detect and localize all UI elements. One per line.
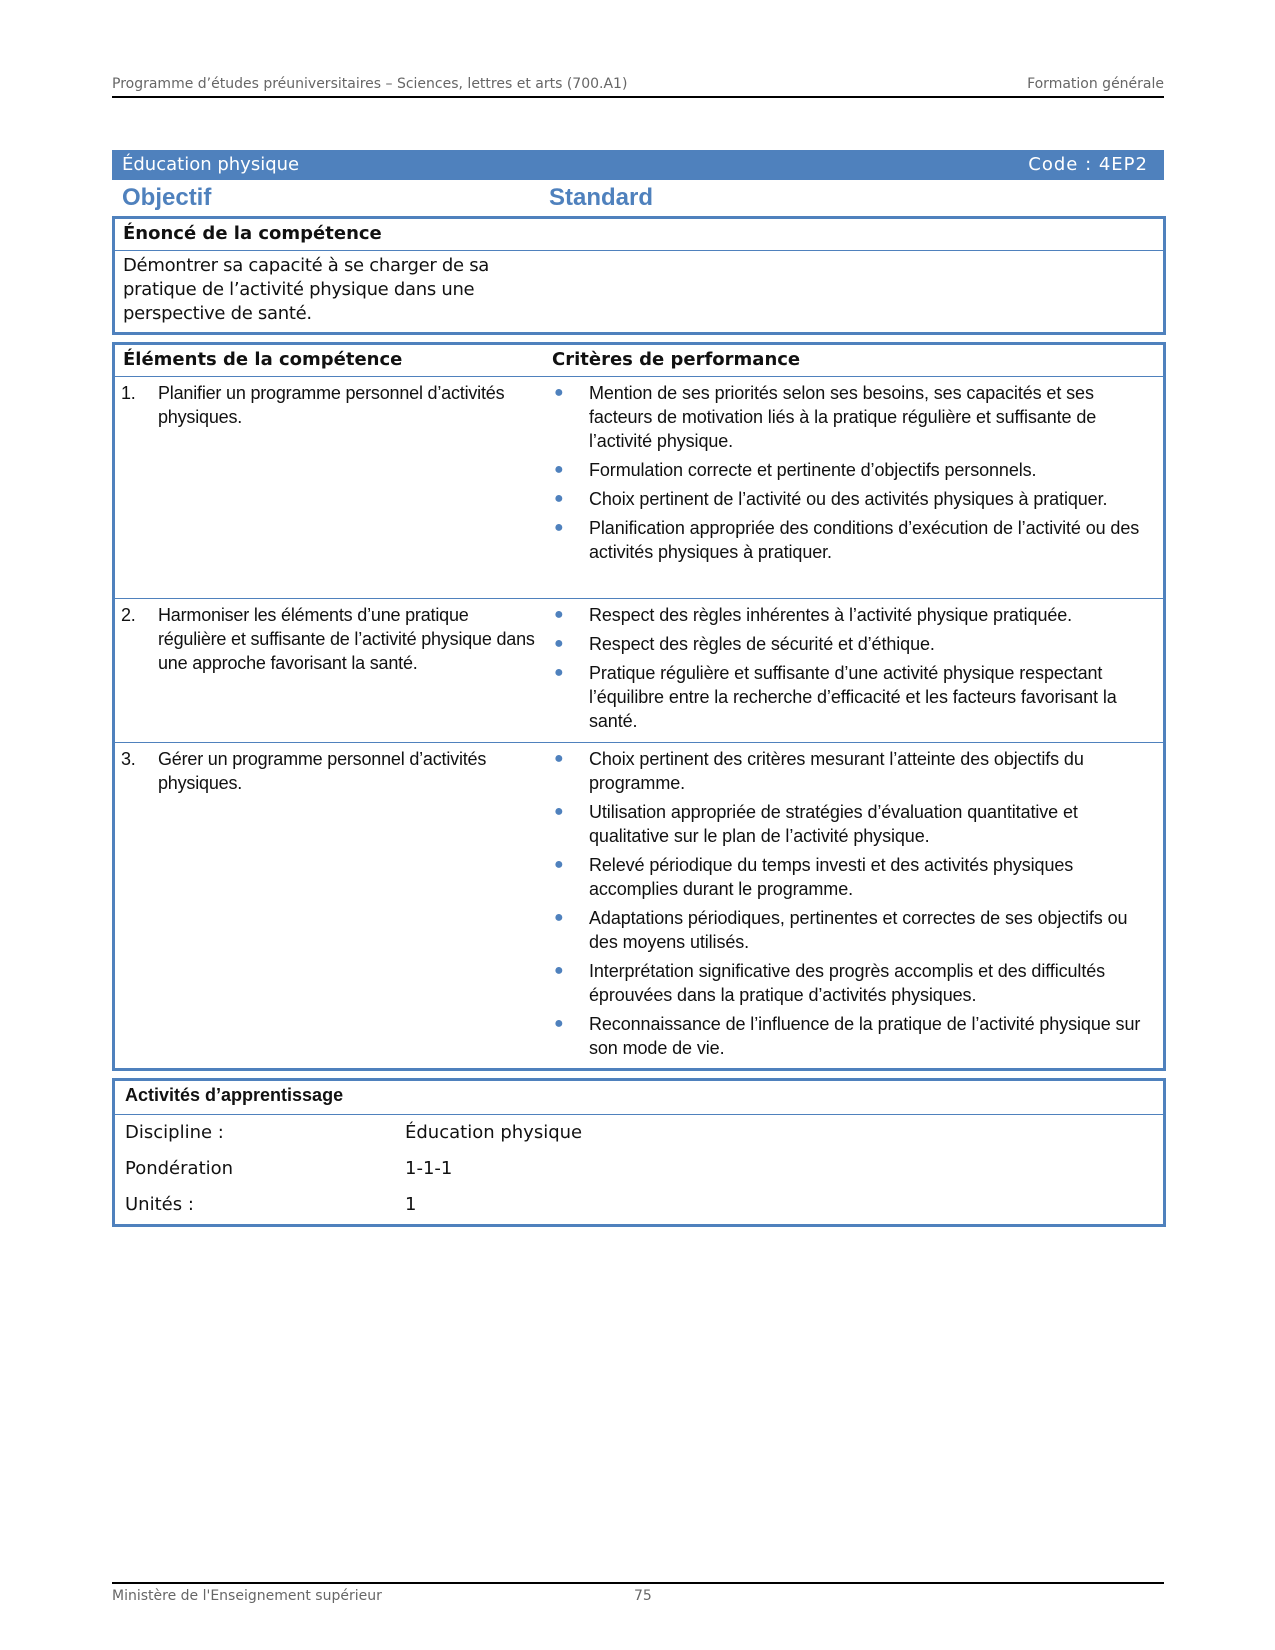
element-number: 1. bbox=[121, 383, 136, 403]
header-program-title: Programme d’études préuniversitaires – Sciences, lettres et arts (700.A1) bbox=[112, 76, 628, 92]
unites-row bbox=[115, 1187, 1163, 1223]
criteria-item: ● Interprétation significative des progrès accomplis et des difficultés éprouvées dans la pratique d’activités physiques. bbox=[554, 961, 1106, 1005]
course-title-bar bbox=[112, 150, 1164, 180]
element-number: 2. bbox=[121, 605, 136, 625]
elements-heading: Éléments de la compétence bbox=[123, 349, 403, 370]
criteria-list bbox=[552, 747, 1152, 1065]
ponderation-label: Pondération bbox=[125, 1158, 234, 1179]
criteria-list bbox=[552, 381, 1152, 569]
element-number: 3. bbox=[121, 749, 136, 769]
ponderation-row bbox=[115, 1151, 1163, 1187]
criteria-item: ● Pratique régulière et suffisante d’une activité physique respectant l’équilibre entre la recherche d’efficacité et les facteurs favorisant la santé. bbox=[554, 663, 1117, 731]
bullet-icon: ● bbox=[554, 909, 564, 926]
footer-ministry: Ministère de l'Enseignement supérieur bbox=[112, 1588, 382, 1604]
objectif-label: Objectif bbox=[122, 184, 212, 211]
criteria-item: ● Choix pertinent des critères mesurant l’atteinte des objectifs du programme. bbox=[554, 749, 1084, 793]
discipline-value: Éducation physique bbox=[405, 1122, 583, 1143]
ponderation-value: 1-1-1 bbox=[405, 1158, 453, 1179]
bullet-icon: ● bbox=[554, 490, 564, 507]
criteria-item: ● Respect des règles de sécurité et d’éthique. bbox=[554, 634, 935, 654]
criteria-item: ● Reconnaissance de l’influence de la pratique de l’activité physique sur son mode de vie. bbox=[554, 1014, 1141, 1058]
bullet-icon: ● bbox=[554, 384, 564, 401]
table-row bbox=[115, 743, 1163, 1063]
enonce-text: Démontrer sa capacité à se charger de sa pratique de l’activité physique dans une perspective de santé. bbox=[123, 255, 490, 324]
criteria-item: ● Mention de ses priorités selon ses besoins, ses capacités et ses facteurs de motivation liés à la pratique régulière et suffisante de l’activité physique. bbox=[554, 383, 1097, 451]
element-text: Planifier un programme personnel d’activités physiques. bbox=[158, 383, 505, 427]
bullet-icon: ● bbox=[554, 519, 564, 536]
bullet-icon: ● bbox=[554, 856, 564, 873]
criteria-item: ● Utilisation appropriée de stratégies d’évaluation quantitative et qualitative sur le plan de l’activité physique. bbox=[554, 802, 1078, 846]
unites-label: Unités : bbox=[125, 1194, 194, 1215]
bullet-icon: ● bbox=[554, 635, 564, 652]
page-header bbox=[112, 74, 1164, 98]
elements-table-header bbox=[115, 345, 1163, 377]
table-row bbox=[115, 377, 1163, 599]
criteria-item: ● Relevé périodique du temps investi et des activités physiques accomplies durant le programme. bbox=[554, 855, 1074, 899]
bullet-icon: ● bbox=[554, 750, 564, 767]
section-labels bbox=[112, 182, 1164, 214]
enonce-heading: Énoncé de la compétence bbox=[115, 219, 1163, 251]
element-text: Gérer un programme personnel d’activités physiques. bbox=[158, 749, 487, 793]
elements-criteria-table bbox=[112, 342, 1166, 1071]
criteria-item: ● Planification appropriée des conditions d’exécution de l’activité ou des activités physiques à pratiquer. bbox=[554, 518, 1140, 562]
bullet-icon: ● bbox=[554, 664, 564, 681]
activites-heading: Activités d’apprentissage bbox=[115, 1081, 1163, 1115]
element-text: Harmoniser les éléments d’une pratique régulière et suffisante de l’activité physique dans une approche favorisant la santé. bbox=[158, 605, 535, 673]
criteres-heading: Critères de performance bbox=[552, 349, 801, 370]
discipline-label: Discipline : bbox=[125, 1122, 224, 1143]
learning-activities-table bbox=[112, 1078, 1166, 1227]
element-item bbox=[121, 381, 541, 429]
course-title: Éducation physique bbox=[122, 154, 300, 175]
bullet-icon: ● bbox=[554, 962, 564, 979]
page-footer bbox=[112, 1582, 1164, 1608]
header-section: Formation générale bbox=[1027, 76, 1164, 92]
bullet-icon: ● bbox=[554, 606, 564, 623]
criteria-item: ● Respect des règles inhérentes à l’activité physique pratiquée. bbox=[554, 605, 1073, 625]
criteria-list bbox=[552, 603, 1152, 738]
bullet-icon: ● bbox=[554, 803, 564, 820]
bullet-icon: ● bbox=[554, 461, 564, 478]
criteria-item: ● Adaptations périodiques, pertinentes et correctes de ses objectifs ou des moyens utilisés. bbox=[554, 908, 1128, 952]
course-code: Code : 4EP2 bbox=[1028, 154, 1148, 175]
page-number: 75 bbox=[634, 1588, 652, 1604]
enonce-table bbox=[112, 216, 1166, 335]
bullet-icon: ● bbox=[554, 1015, 564, 1032]
standard-label: Standard bbox=[549, 184, 654, 211]
criteria-item: ● Formulation correcte et pertinente d’objectifs personnels. bbox=[554, 460, 1037, 480]
table-row bbox=[115, 599, 1163, 743]
element-item bbox=[121, 747, 541, 795]
criteria-item: ● Choix pertinent de l’activité ou des activités physiques à pratiquer. bbox=[554, 489, 1108, 509]
discipline-row bbox=[115, 1115, 1163, 1151]
unites-value: 1 bbox=[405, 1194, 417, 1215]
element-item bbox=[121, 603, 541, 675]
